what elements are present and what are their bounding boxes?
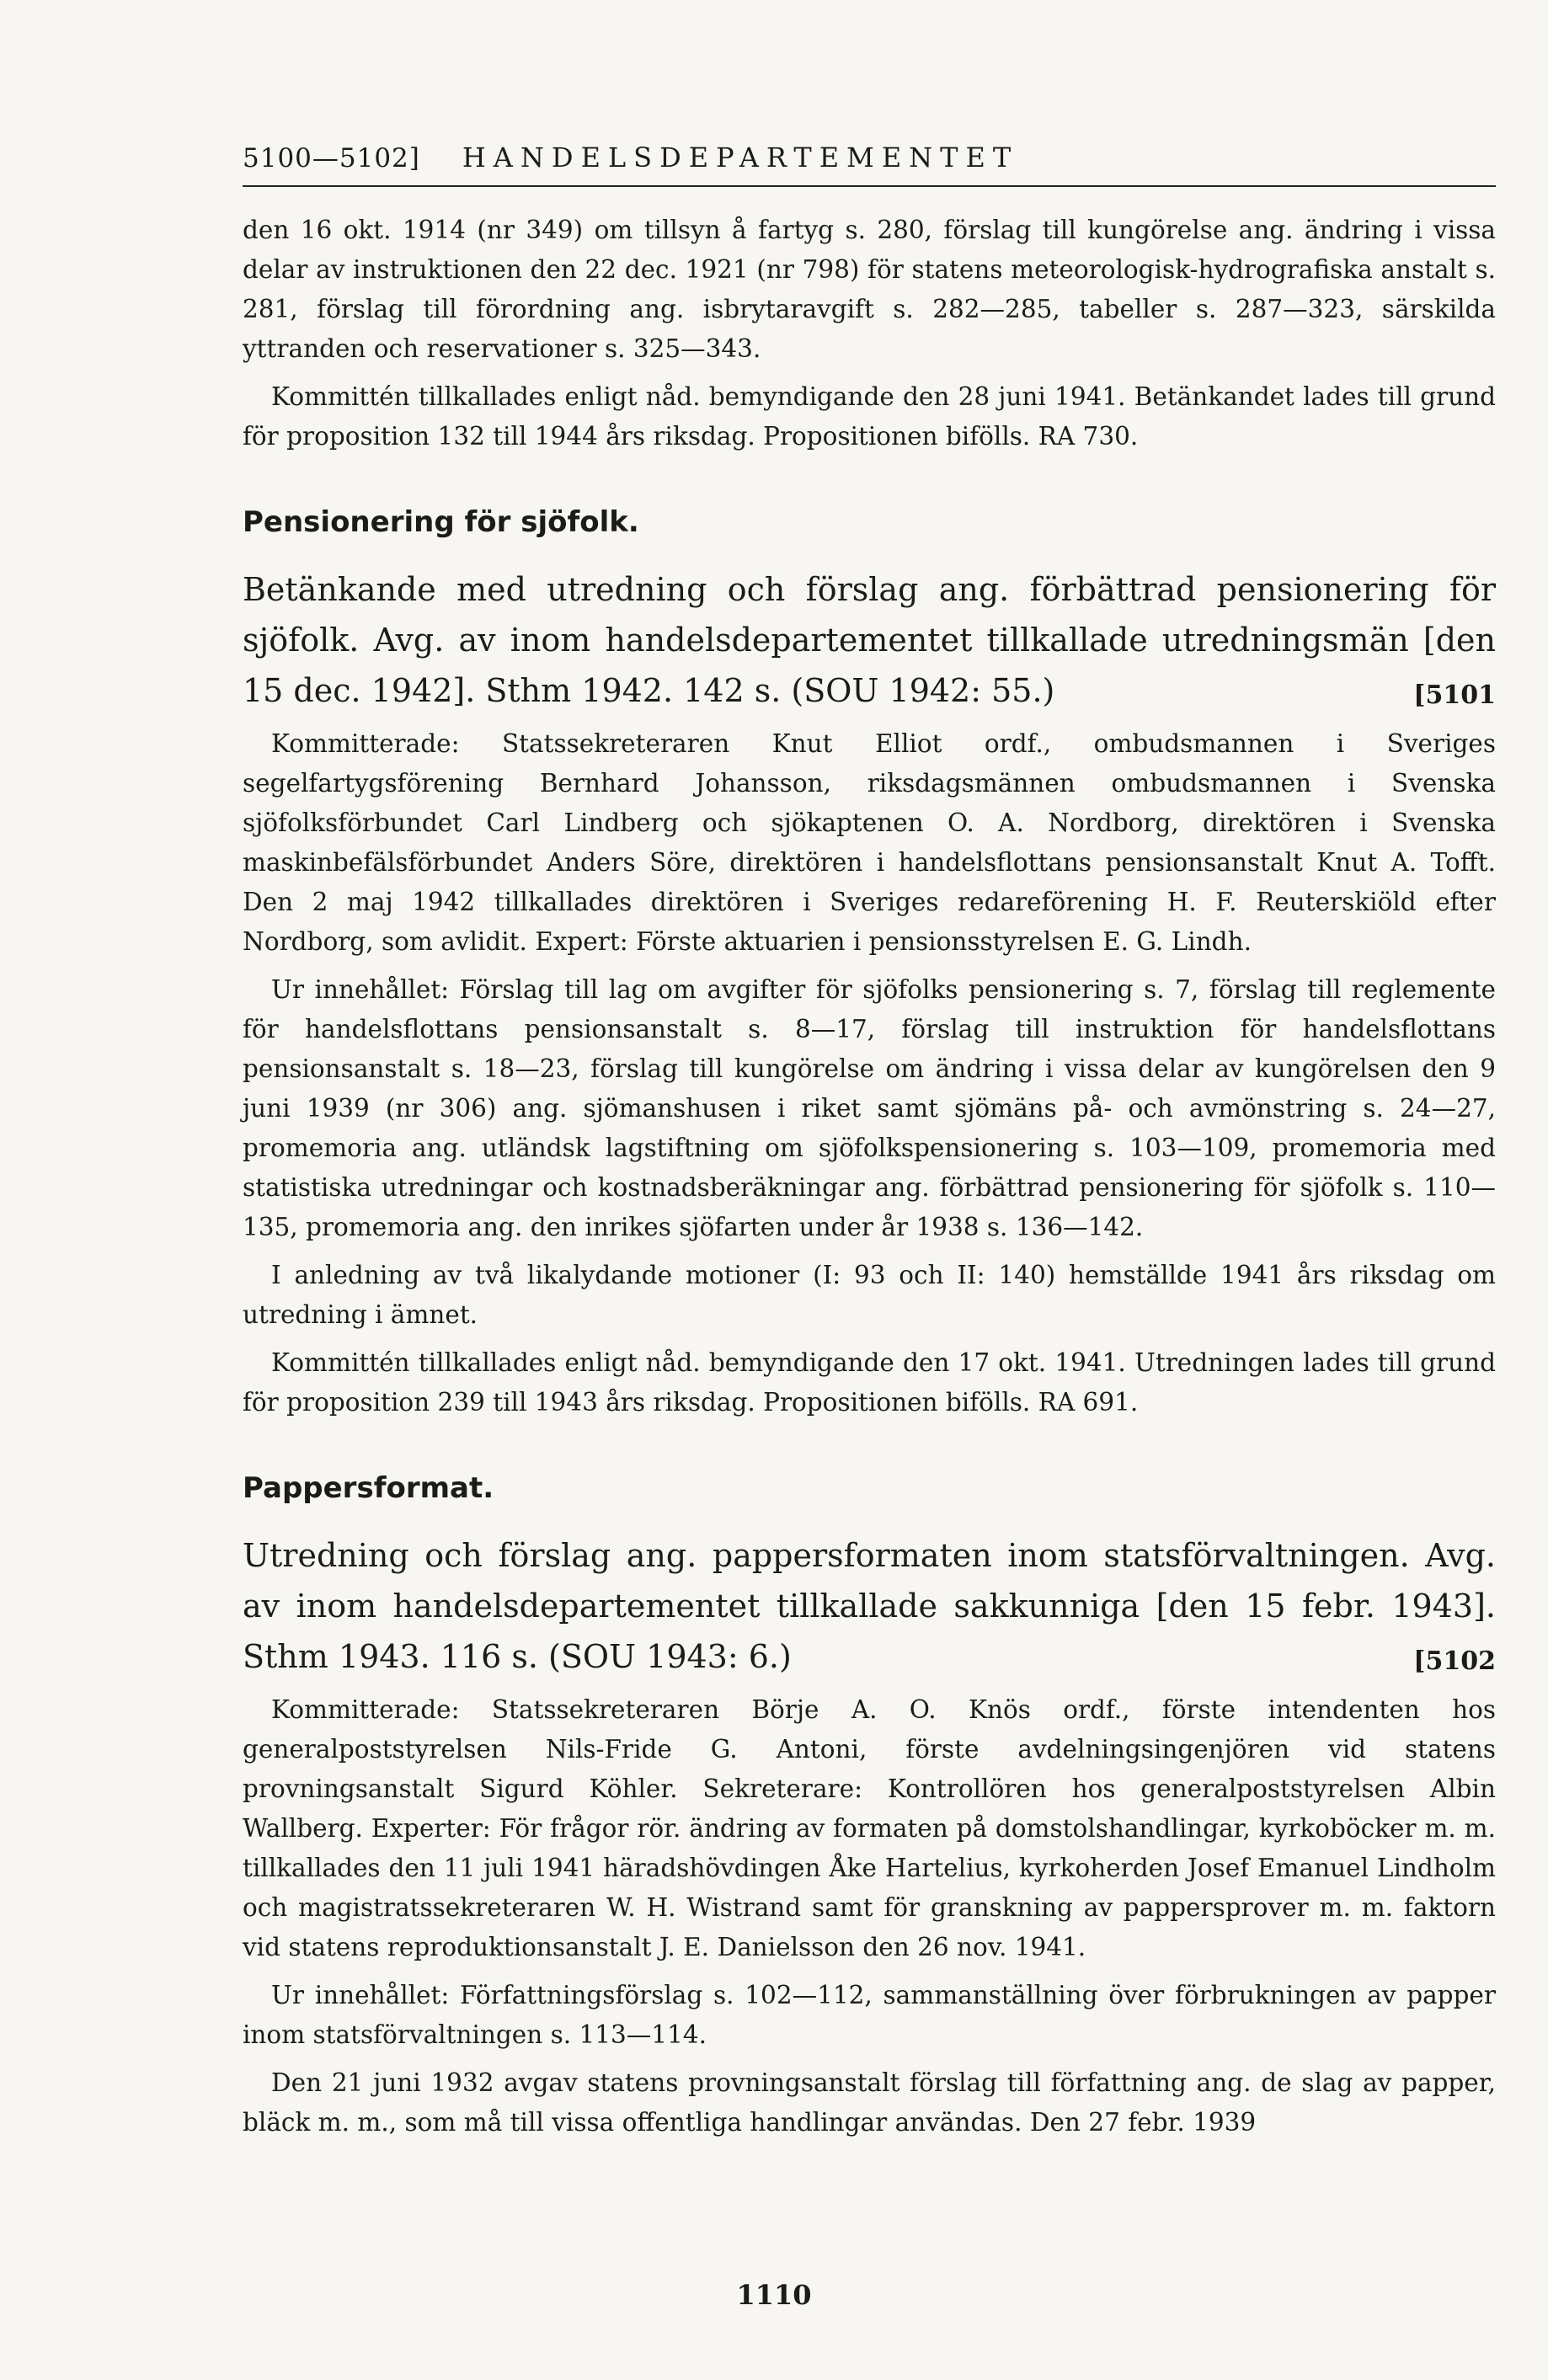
reference-number-5102: [5102 (1413, 1646, 1496, 1676)
intro-paragraph-1: den 16 okt. 1914 (nr 349) om tillsyn å fartyg s. 280, förslag till kungörelse ang. ändring i vissa delar av instruktionen den 22 dec. 1921 (nr 798) för statens meteorologisk-hydrografiska anstalt s. 281, förslag till förordning ang. isbrytaravgift s. 282—285, tabeller s. 287—323, särskilda yttranden och reservationer s. 325—343. (243, 216, 1496, 363)
paragraph-motioner: I anledning av två likalydande motioner (I: 93 och II: 140) hemställde 1941 års riksdag om utredning i ämnet. (243, 1261, 1496, 1329)
intro-paragraph-2: Kommittén tillkallades enligt nåd. bemyndigande den 28 juni 1941. Betänkandet lades till grund för proposition 132 till 1944 års riksdag. Propositionen bifölls. RA 730. (243, 382, 1496, 451)
paragraph-kommitterade-2: Kommitterade: Statssekreteraren Börje A. O. Knös ordf., förste intendenten hos generalpoststyrelsen Nils-Fride G. Antoni, förste avdelningsingenjören vid statens provningsanstalt Sigurd Köhler. Sekreterare: Kontrollören hos generalpoststyrelsen Albin Wallberg. Experter: För frågor rör. ändring av formaten på domstolshandlingar, kyrkoböcker m. m. tillkallades den 11 juli 1941 häradshövdingen Åke Hartelius, kyrkoherden Josef Emanuel Lindholm och magistratssekreteraren W. H. Wistrand samt för granskning av pappersprover m. m. faktorn vid statens reproduktionsanstalt J. E. Danielsson den 26 nov. 1941. (243, 1695, 1496, 1961)
section-title-pensionering (243, 564, 1496, 716)
header-range: 5100—5102] (243, 143, 420, 173)
paragraph-kommitterade-1: Kommitterade: Statssekreteraren Knut Elliot ordf., ombudsmannen i Sveriges segelfartygsförening Bernhard Johansson, riksdagsmännen ombudsmannen i Svenska sjöfolksförbundet Carl Lindberg och sjökaptenen O. A. Nordborg, direktören i Svenska maskinbefälsförbundet Anders Söre, direktören i handelsflottans pensionsanstalt Knut A. Tofft. Den 2 maj 1942 tillkallades direktören i Sveriges redareförening H. F. Reuterskiöld efter Nordborg, som avlidit. Expert: Förste aktuarien i pensionsstyrelsen E. G. Lindh. (243, 729, 1496, 956)
header-title: HANDELSDEPARTEMENTET (462, 141, 1019, 173)
section-heading-pensionering: Pensionering för sjöfolk. (243, 505, 639, 539)
page-number: 1110 (736, 2279, 812, 2311)
paragraph-provningsanstalt: Den 21 juni 1932 avgav statens provningsanstalt förslag till författning ang. de slag av papper, bläck m. m., som må till vissa offentliga handlingar användas. Den 27 febr. 1939 (243, 2068, 1496, 2137)
paragraph-innehall-1: Ur innehållet: Förslag till lag om avgifter för sjöfolks pensionering s. 7, förslag till reglemente för handelsflottans pensionsanstalt s. 8—17, förslag till instruktion för handelsflottans pensionsanstalt s. 18—23, förslag till kungörelse om ändring i vissa delar av kungörelsen den 9 juni 1939 (nr 306) ang. sjömanshusen i riket samt sjömäns på- och avmönstring s. 24—27, promemoria ang. utländsk lagstiftning om sjöfolkspensionering s. 103—109, promemoria med statistiska utredningar och kostnadsberäkningar ang. förbättrad pensionering för sjöfolk s. 110—135, promemoria ang. den inrikes sjöfarten under år 1938 s. 136—142. (243, 975, 1496, 1241)
section-title-pappersformat (243, 1530, 1496, 1682)
section-heading-pappersformat: Pappersformat. (243, 1471, 494, 1505)
page-body (243, 211, 1496, 2143)
reference-number-5101: [5101 (1413, 680, 1496, 710)
paragraph-innehall-2: Ur innehållet: Författningsförslag s. 102—112, sammanställning över förbrukningen av papper inom statsförvaltningen s. 113—114. (243, 1981, 1496, 2049)
title-text: Utredning och förslag ang. pappersformaten inom statsförvaltningen. Avg. av inom handelsdepartementet tillkallade sakkunniga [den 15 febr. 1943]. Sthm 1943. 116 s. (SOU 1943: 6.) (243, 1537, 1496, 1675)
title-text: Betänkande med utredning och förslag ang. förbättrad pensionering för sjöfolk. Avg. av inom handelsdepartementet tillkallade utredningsmän [den 15 dec. 1942]. Sthm 1942. 142 s. (SOU 1942: 55.) (243, 571, 1496, 709)
running-header (243, 141, 1496, 187)
paragraph-kommitten-1: Kommittén tillkallades enligt nåd. bemyndigande den 17 okt. 1941. Utredningen lades till grund för proposition 239 till 1943 års riksdag. Propositionen bifölls. RA 691. (243, 1348, 1496, 1417)
